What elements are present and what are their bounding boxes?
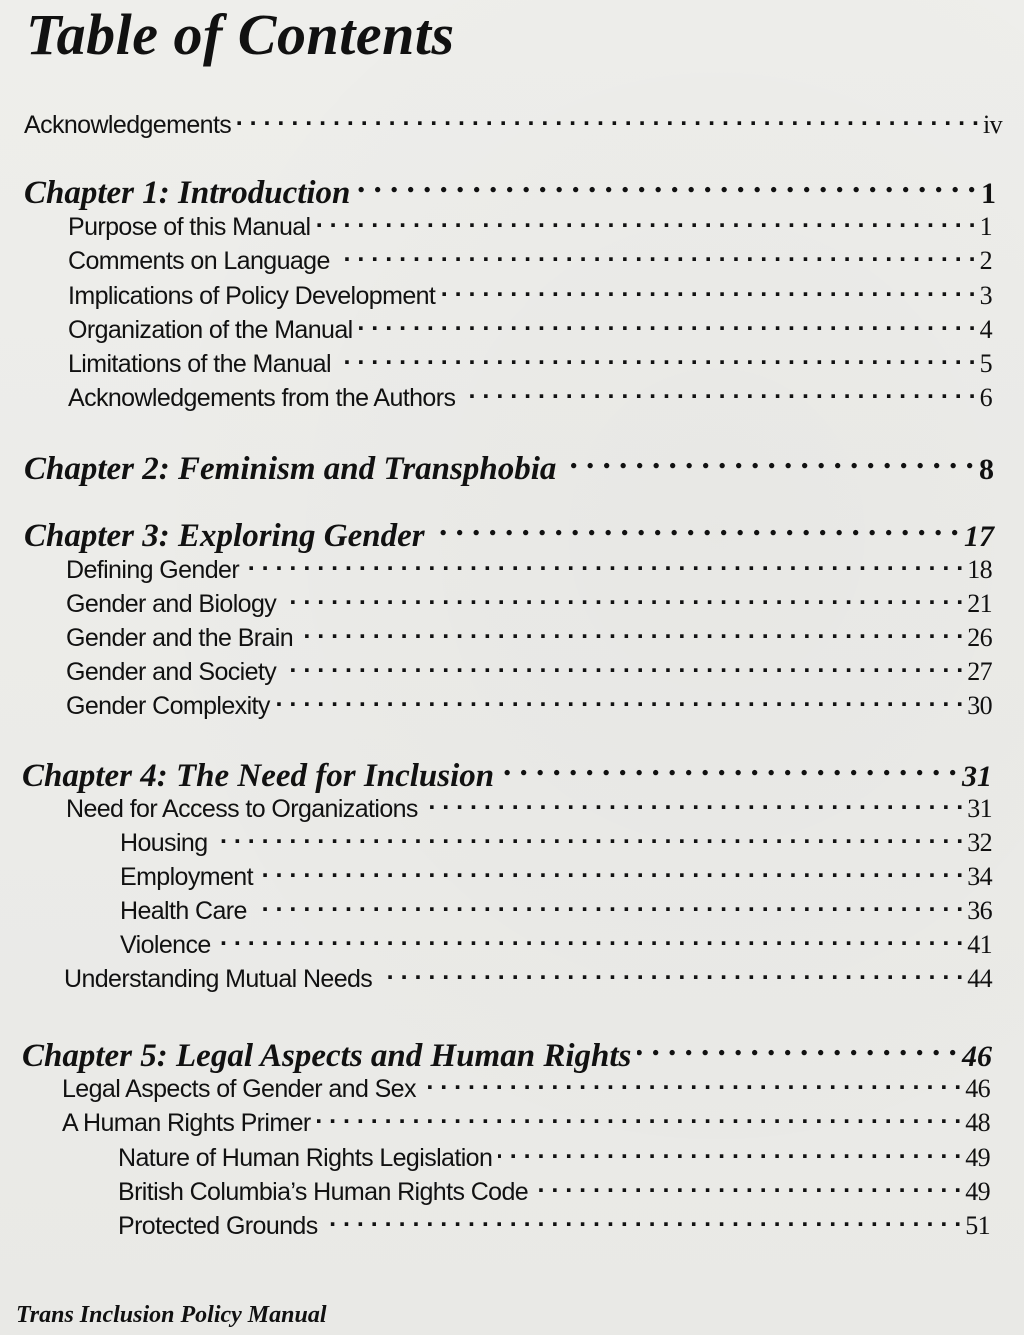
toc-chapter-label: Chapter 4: The Need for Inclusion [22,758,495,794]
page-title: Table of Contents [26,2,455,67]
toc-chapter-2 [24,446,994,488]
toc-entry [62,1106,990,1138]
dot-leader [324,1209,962,1234]
dot-leader [259,860,963,885]
toc-page-number: 18 [967,555,992,584]
toc-label: Limitations of the Manual [68,350,331,378]
toc-page-number: 8 [979,453,994,486]
toc-entry [68,279,992,311]
toc-label: Gender and Society [66,658,277,686]
dot-leader [356,170,977,203]
dot-leader [217,928,964,953]
toc-entry [66,689,992,721]
running-footer: Trans Inclusion Policy Manual [16,1302,327,1328]
toc-chapter-3 [24,513,994,555]
toc-entry [62,1072,990,1104]
dot-leader [237,108,979,133]
toc-entry [118,1209,990,1241]
toc-page-number: 49 [965,1177,990,1206]
toc-label: Gender and Biology [66,590,277,618]
toc-label: Organization of the Manual [68,316,353,344]
toc-entry [68,313,992,345]
toc-page-number: 3 [979,281,992,310]
toc-chapter-5 [22,1033,992,1075]
dot-leader [253,894,963,919]
dot-leader [245,553,963,578]
toc-label: Health Care [120,897,247,925]
dot-leader [337,347,976,372]
toc-page-number: 5 [979,349,992,378]
toc-label: Understanding Mutual Needs [64,965,373,993]
toc-page-number: 44 [967,964,992,993]
toc-label: Purpose of this Manual [68,213,311,241]
dot-leader [562,446,975,479]
toc-entry [118,1141,990,1173]
dot-leader [299,621,963,646]
toc-entry [68,210,992,242]
dot-leader [317,210,976,235]
toc-chapter-label: Chapter 5: Legal Aspects and Human Rights [22,1038,632,1074]
toc-label: Need for Access to Organizations [66,795,418,823]
toc-label: Implications of Policy Development [68,282,436,310]
toc-page-number: 1 [981,177,996,210]
toc-page-number: 34 [967,862,992,891]
toc-page-number: iv [982,110,1002,139]
toc-entry [68,381,992,413]
toc-label: Defining Gender [66,556,240,584]
dot-leader [424,792,963,817]
dot-leader [441,279,975,304]
toc-label: Nature of Human Rights Legislation [118,1144,493,1172]
dot-leader [461,381,975,406]
toc-page-number: 51 [965,1211,990,1240]
dot-leader [378,962,963,987]
toc-chapter-label: Chapter 3: Exploring Gender [24,518,425,554]
toc-label: Comments on Language [68,247,330,275]
toc-entry [120,826,992,858]
dot-leader [498,1141,961,1166]
dot-leader [336,244,976,269]
dot-leader [276,689,963,714]
toc-page-number: 36 [967,896,992,925]
toc-label: Gender and the Brain [66,624,294,652]
toc-entry [68,244,992,276]
toc-entry [66,587,992,619]
toc-page-number: 1 [979,212,992,241]
dot-leader [317,1106,962,1131]
toc-chapter-4 [22,753,992,795]
toc-page-number: 49 [965,1143,990,1172]
bleed-through-1 [560,6,960,28]
toc-page-number: 17 [964,520,994,553]
toc-page-number: 31 [967,794,992,823]
toc-label: Violence [120,931,211,959]
toc-entry [120,860,992,892]
toc-entry-acknowledgements [24,108,1002,140]
dot-leader [282,655,963,680]
toc-page-number: 2 [979,246,992,275]
toc-page-number: 31 [962,760,992,793]
toc-label: Housing [120,829,208,857]
toc-label: Gender Complexity [66,692,270,720]
dot-leader [214,826,964,851]
dot-leader [637,1033,958,1066]
toc-label: Protected Grounds [118,1212,318,1240]
toc-page-number: 21 [967,589,992,618]
toc-label: Employment [120,863,253,891]
dot-leader [431,513,960,546]
toc-entry [64,962,992,994]
toc-page-number: 6 [979,383,992,412]
toc-label: British Columbia’s Human Rights Code [118,1178,529,1206]
toc-page-number: 48 [965,1108,990,1137]
toc-label: A Human Rights Primer [62,1109,311,1137]
toc-entry [68,347,992,379]
toc-label: Acknowledgements [24,111,232,139]
dot-leader [534,1175,961,1200]
toc-entry [120,928,992,960]
dot-leader [422,1072,961,1097]
toc-entry [66,655,992,687]
toc-entry [66,621,992,653]
toc-entry [118,1175,990,1207]
toc-page-number: 26 [967,623,992,652]
toc-page-number: 32 [967,828,992,857]
toc-chapter-label: Chapter 1: Introduction [24,175,351,211]
dot-leader [359,313,976,338]
toc-page-number: 41 [967,930,992,959]
toc-page-number: 30 [967,691,992,720]
toc-chapter-1 [24,170,996,212]
dot-leader [500,753,958,786]
toc-page-number: 46 [962,1040,992,1073]
toc-entry [66,553,992,585]
toc-page-number: 46 [965,1074,990,1103]
toc-entry [120,894,992,926]
toc-entry [66,792,992,824]
toc-chapter-label: Chapter 2: Feminism and Transphobia [24,451,557,487]
toc-page-number: 4 [979,315,992,344]
toc-page-number: 27 [967,657,992,686]
toc-label: Legal Aspects of Gender and Sex [62,1075,416,1103]
toc-label: Acknowledgements from the Authors [68,384,456,412]
dot-leader [282,587,963,612]
